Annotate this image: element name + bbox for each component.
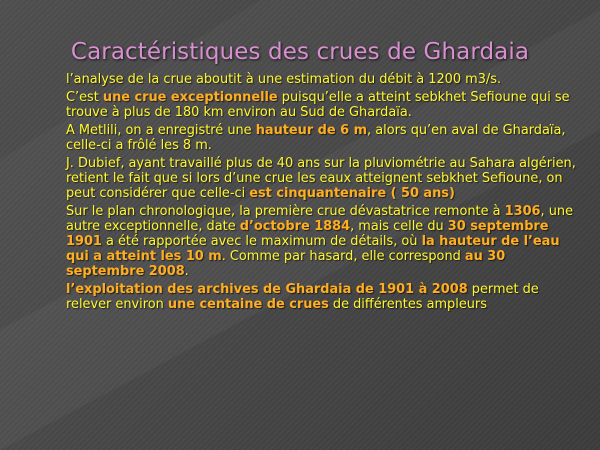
highlight-segment: 1306	[504, 203, 541, 219]
highlight-segment: est cinquantenaire ( 50 ans)	[249, 186, 455, 202]
paragraph-metlili	[66, 123, 578, 153]
highlight-segment: une centaine de crues	[167, 296, 329, 312]
highlight-segment: 30 septembre 1901	[66, 218, 549, 250]
text-segment: . Comme par hasard, elle correspond	[221, 249, 465, 265]
text-segment: J. Dubief, ayant travaillé plus de 40 ans sur la pluviométrie au Sahara algérien, retient le fait que si lors d’une crue les eaux atteignent sebkhet Sefioune, on peut considérer que celle-ci	[66, 156, 576, 202]
highlight-segment: hauteur de 6 m	[255, 122, 368, 138]
highlight-segment: la hauteur de l’eau qui a atteint les 10 m	[66, 234, 560, 265]
highlight-segment: l’exploitation des archives de Ghardaia de 1901 à 2008	[66, 281, 468, 297]
paragraph-debit	[66, 72, 578, 87]
highlight-segment: d’octobre 1884	[239, 218, 351, 234]
text-segment: permet de relever environ	[66, 281, 539, 312]
slide-body	[66, 72, 578, 312]
text-segment: , mais celle du	[350, 218, 448, 234]
paragraph-chronologie	[66, 204, 578, 280]
text-segment: de différentes ampleurs	[328, 296, 487, 312]
slide-title: Caractéristiques des crues de Ghardaia	[70, 39, 530, 66]
text-segment: , une autre exceptionnelle, date	[66, 203, 573, 234]
text-segment: puisqu’elle a atteint sebkhet Sefioune qui se trouve à plus de 180 km environ au Sud de Ghardaïa.	[66, 90, 570, 121]
text-segment: , alors qu’en aval de Ghardaïa, celle-ci a frôlé les 8 m.	[66, 122, 566, 153]
text-segment: A Metlili, on a enregistré une	[66, 122, 256, 138]
highlight-segment: au 30 septembre 2008	[66, 249, 506, 280]
paragraph-dubief	[66, 156, 578, 202]
text-segment: a été rapportée avec le maximum de détails, où	[101, 234, 422, 250]
paragraph-crue-exceptionnelle	[66, 90, 578, 120]
text-segment: C’est	[66, 90, 103, 106]
text-segment: l’analyse de la crue aboutit à une estimation du débit à 1200 m3/s.	[66, 72, 502, 87]
highlight-segment: une crue exceptionnelle	[102, 90, 278, 106]
paragraph-archives	[66, 282, 578, 312]
text-segment: Sur le plan chronologique, la première crue dévastatrice remonte à	[66, 203, 505, 219]
text-segment: .	[184, 264, 189, 280]
